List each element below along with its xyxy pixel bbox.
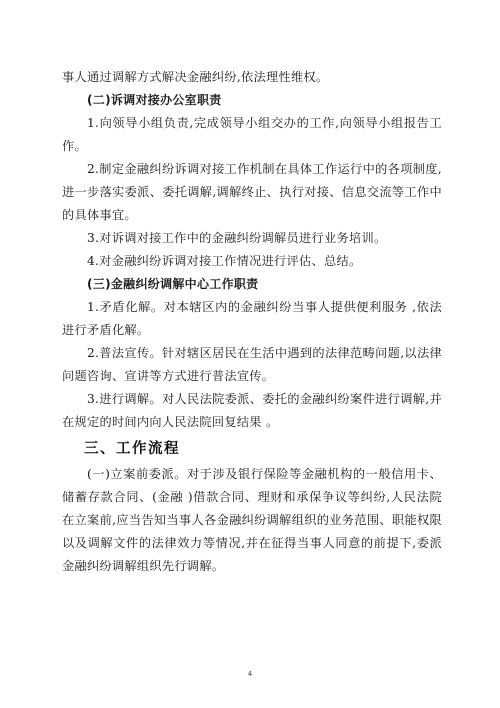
paragraph-office-duty-1: 1.向领导小组负责,完成领导小组交办的工作,向领导小组报告工作。 bbox=[62, 116, 442, 153]
paragraph-office-duty-4: 4.对金融纠纷诉调对接工作情况进行评估、总结。 bbox=[87, 254, 362, 268]
paragraph-center-duty-2: 2.普法宣传。针对辖区居民在生活中遇到的法律范畴问题,以法律问题咨询、宣讲等方式进行普法宣传。 bbox=[62, 346, 442, 383]
paragraph-office-duty-3: 3.对诉调对接工作中的金融纠纷调解员进行业务培训。 bbox=[87, 231, 387, 245]
subheading-center-duties: (三)金融纠纷调解中心工作职责 bbox=[87, 277, 259, 291]
section-heading-workflow: 三、工作流程 bbox=[84, 441, 180, 457]
paragraph-center-duty-3: 3.进行调解。对人民法院委派、委托的金融纠纷案件进行调解,并在规定的时间内向人民法院回复结果 。 bbox=[62, 392, 442, 429]
paragraph-pre-filing-delegation: (一)立案前委派。对于涉及银行保险等金融机构的一般信用卡、储蓄存款合同、(金融 )借款合同、理财和承保争议等纠纷,人民法院在立案前,应当告知当事人各金融纠纷调解组织的业务范围、职能权限以及调解文件的法律效力等情况,并在征得当事人同意的前提下,委派金融纠纷调解组织先行调解。 bbox=[62, 467, 442, 573]
page-number: 4 bbox=[247, 670, 253, 678]
subheading-office-duties: (二)诉调对接办公室职责 bbox=[87, 93, 222, 107]
paragraph-office-duty-2: 2.制定金融纠纷诉调对接工作机制在具体工作运行中的各项制度,进一步落实委派、委托调解,调解终止、执行对接、信息交流等工作中的具体事宜。 bbox=[62, 162, 442, 222]
document-body bbox=[62, 66, 442, 578]
paragraph-continuation: 事人通过调解方式解决金融纠纷,依法理性维权。 bbox=[62, 70, 329, 84]
paragraph-center-duty-1: 1.矛盾化解。对本辖区内的金融纠纷当事人提供便利服务 ,依法进行矛盾化解。 bbox=[62, 300, 442, 337]
